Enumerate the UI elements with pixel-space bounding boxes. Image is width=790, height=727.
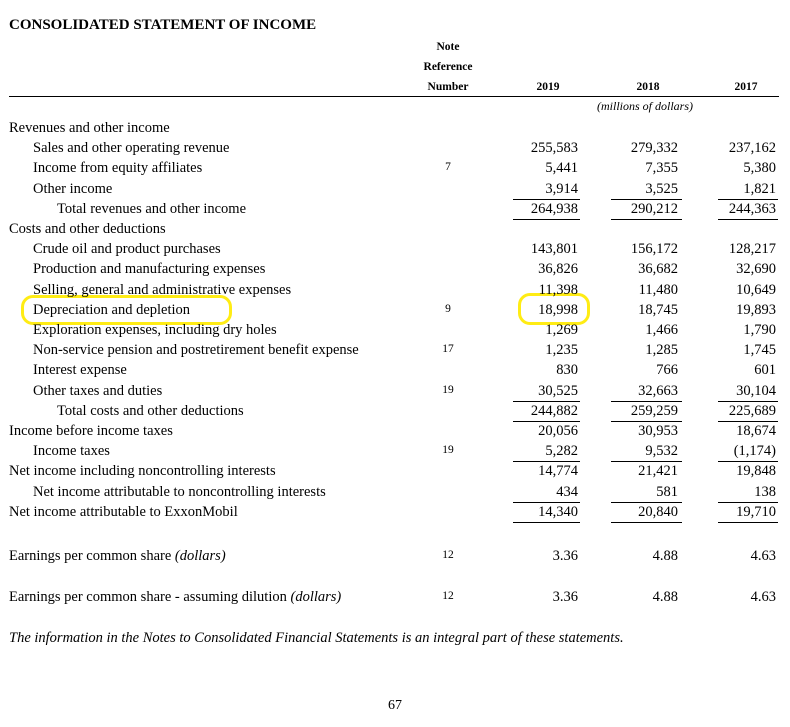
row-value-2: 20,840: [638, 503, 678, 520]
row-label: Other income: [33, 180, 113, 197]
row-value-3: 30,104: [736, 382, 776, 399]
row-value-1: 244,882: [530, 402, 578, 419]
eps-note-ref: 12: [442, 549, 454, 561]
row-value-1: 11,398: [538, 281, 578, 298]
total-underline: [611, 522, 682, 523]
total-underline: [718, 219, 778, 220]
eps-label: [9, 546, 226, 566]
row-value-1: 18,998: [538, 301, 578, 318]
row-value-3: 1,745: [743, 342, 776, 359]
row-note-ref: 19: [442, 444, 454, 457]
row-value-3: 1,821: [743, 180, 776, 197]
row-label: Income before income taxes: [9, 423, 173, 439]
row-label: Selling, general and administrative expenses: [33, 281, 292, 298]
eps-label-text: Earnings per common share - assuming dilution: [9, 589, 291, 605]
row-label: Net income attributable to noncontrolling interests: [33, 483, 326, 500]
eps-label-text: Earnings per common share: [9, 548, 175, 564]
row-value-2: 18,745: [638, 301, 678, 318]
page-number: 67: [388, 698, 402, 713]
row-value-1: 30,525: [538, 382, 578, 399]
eps-value-2: 4.88: [652, 589, 678, 605]
eps-value-3: 4.63: [750, 548, 776, 564]
statement-title: CONSOLIDATED STATEMENT OF INCOME: [9, 17, 317, 33]
row-value-2: 1,285: [645, 342, 678, 359]
row-value-3: 5,380: [743, 160, 776, 177]
total-underline: [513, 219, 580, 220]
row-note-ref: 7: [445, 161, 451, 174]
row-value-1: 255,583: [530, 140, 578, 157]
row-value-1: 143,801: [530, 241, 578, 258]
row-value-3: 32,690: [736, 261, 776, 278]
row-label: Total costs and other deductions: [57, 402, 244, 419]
note-header-line2: Reference: [423, 61, 473, 73]
row-value-2: 259,259: [630, 402, 678, 419]
eps-note-ref: 12: [442, 590, 454, 602]
note-header-line1: Note: [436, 41, 460, 53]
row-value-2: 36,682: [638, 261, 678, 278]
row-value-2: 7,355: [645, 160, 678, 177]
row-note-ref: 9: [445, 302, 451, 315]
row-label: Other taxes and duties: [33, 382, 163, 399]
row-value-2: 9,532: [645, 443, 678, 460]
row-value-3: 601: [754, 362, 776, 379]
eps-unit-text: (dollars): [290, 589, 342, 605]
row-value-1: 434: [556, 483, 578, 500]
unit-label: (millions of dollars): [596, 99, 693, 113]
row-value-1: 5,282: [545, 443, 578, 460]
row-value-2: 581: [656, 483, 678, 500]
eps-label: [9, 587, 341, 607]
row-value-3: 19,848: [736, 463, 776, 480]
row-value-2: 766: [656, 362, 678, 379]
year-2019-header: 2019: [536, 81, 560, 93]
row-value-3: 19,893: [736, 301, 776, 318]
row-value-3: 244,363: [728, 200, 776, 217]
row-value-1: 1,235: [545, 342, 578, 359]
row-value-2: 3,525: [645, 180, 678, 197]
row-label: Exploration expenses, including dry holes: [33, 322, 277, 338]
row-label: Total revenues and other income: [57, 200, 247, 217]
total-underline: [611, 219, 682, 220]
row-label: Costs and other deductions: [9, 221, 166, 237]
row-label: Income taxes: [33, 443, 110, 460]
header-rule: [9, 96, 779, 97]
footnote: The information in the Notes to Consolidated Financial Statements is an integral part of these statements.: [9, 630, 624, 646]
row-value-1: 5,441: [545, 160, 578, 177]
total-underline: [718, 522, 778, 523]
row-value-3: 128,217: [728, 241, 776, 258]
row-value-1: 3,914: [545, 180, 578, 197]
row-label: Income from equity affiliates: [33, 160, 203, 177]
year-2018-header: 2018: [636, 81, 660, 93]
row-note-ref: 17: [442, 343, 454, 356]
total-underline: [513, 522, 580, 523]
row-value-2: 11,480: [638, 281, 678, 298]
row-value-1: 1,269: [545, 322, 578, 338]
row-label: Net income attributable to ExxonMobil: [9, 503, 238, 520]
row-value-2: 30,953: [638, 423, 678, 439]
row-label: Production and manufacturing expenses: [33, 261, 266, 278]
row-value-1: 14,340: [538, 503, 578, 520]
row-value-1: 36,826: [538, 261, 578, 278]
note-header-line3: Number: [427, 81, 469, 93]
row-label: Crude oil and product purchases: [33, 241, 221, 258]
eps-value-1: 3.36: [552, 589, 578, 605]
row-value-2: 279,332: [630, 140, 678, 157]
row-value-3: 225,689: [728, 402, 776, 419]
row-value-3: 19,710: [736, 503, 776, 520]
row-value-2: 32,663: [638, 382, 678, 399]
row-value-3: 237,162: [728, 140, 776, 157]
row-value-1: 20,056: [538, 423, 578, 439]
row-value-1: 14,774: [538, 463, 578, 480]
row-value-1: 264,938: [530, 200, 578, 217]
eps-value-1: 3.36: [552, 548, 578, 564]
row-label: Net income including noncontrolling interests: [9, 463, 276, 480]
row-value-2: 1,466: [645, 322, 678, 338]
eps-value-2: 4.88: [652, 548, 678, 564]
year-2017-header: 2017: [734, 81, 758, 93]
row-note-ref: 19: [442, 383, 454, 396]
row-value-2: 21,421: [638, 463, 678, 480]
row-label: Non-service pension and postretirement benefit expense: [33, 342, 359, 359]
eps-unit-text: (dollars): [174, 548, 226, 564]
row-label: Sales and other operating revenue: [33, 140, 230, 157]
row-value-1: 830: [556, 362, 578, 379]
row-label: Revenues and other income: [9, 120, 170, 136]
row-value-3: 10,649: [736, 281, 776, 298]
row-value-3: 138: [754, 483, 776, 500]
row-value-2: 156,172: [630, 241, 678, 258]
row-value-3: 18,674: [736, 423, 776, 439]
row-value-2: 290,212: [630, 200, 678, 217]
eps-value-3: 4.63: [750, 589, 776, 605]
row-value-3: 1,790: [743, 322, 776, 338]
row-value-3: (1,174): [733, 443, 776, 460]
row-label: Depreciation and depletion: [33, 301, 191, 318]
row-label: Interest expense: [33, 362, 127, 379]
